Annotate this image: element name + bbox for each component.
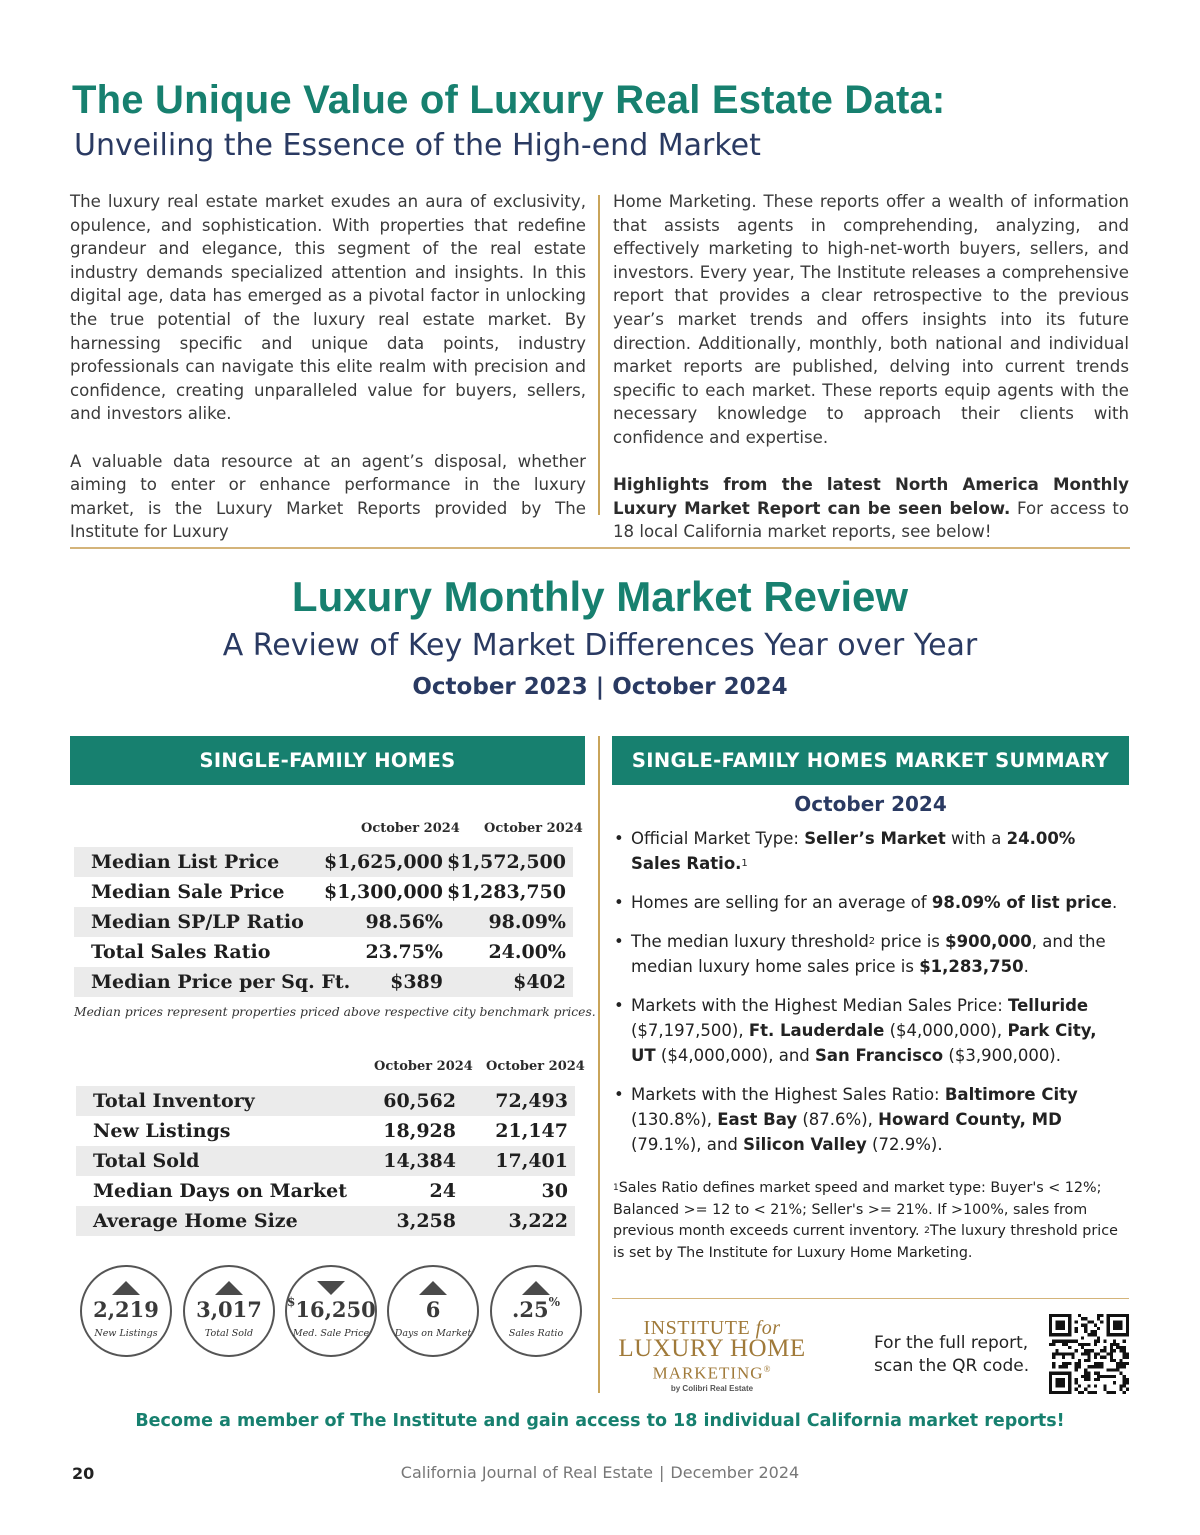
list-item: • Markets with the Highest Median Sales Price: Telluride ($7,197,500), Ft. Lauderdale ($4,000,000), Park City, UT ($4,000,000), and San Francisco ($3,900,000). — [612, 993, 1124, 1068]
table2-col1-header: October 2024 — [374, 1059, 473, 1074]
row-value: 24.00% — [488, 941, 566, 963]
change-value: 3,017 — [196, 1297, 262, 1322]
membership-cta: Become a member of The Institute and gain access to 18 individual California market reports! — [135, 1411, 1065, 1431]
change-circle-new-listings — [80, 1265, 172, 1357]
table-row — [76, 1176, 575, 1206]
article-paragraph: Home Marketing. These reports offer a wealth of information that assists agents in comprehending, analyzing, and effectively marketing to high-net-worth buyers, sellers, and investors. Every year, The Institute releases a comprehensive report that provides a clear retrospective to the previous year’s market trends and offers insights into its future direction. Additionally, monthly, both national and individual market reports are published, delving into current trends specific to each market. These reports equip agents with the necessary knowledge to approach their clients with confidence and expertise. — [613, 192, 1129, 447]
article-paragraph: A valuable data resource at an agent’s disposal, whether aiming to enter or enhance performance in the luxury market, is the Luxury Market Reports provided by The Institute for Luxury — [70, 451, 586, 542]
article-paragraph — [613, 473, 1129, 544]
row-value: 21,147 — [495, 1120, 568, 1142]
row-label: Median Sale Price — [91, 881, 285, 903]
row-label: Total Sales Ratio — [91, 941, 271, 963]
qr-code-icon[interactable] — [1049, 1314, 1129, 1394]
change-circle-total-sold — [183, 1265, 275, 1357]
page-subtitle: Unveiling the Essence of the High-end Market — [74, 128, 761, 163]
change-circle-med-sale-price — [285, 1265, 377, 1357]
change-label: Days on Market — [394, 1328, 472, 1339]
table-row — [74, 907, 573, 937]
table1-col1-header: October 2024 — [361, 821, 460, 836]
list-item: • The median luxury threshold$^2$ price is $900,000, and the median luxury home sales price is $1,283,750. — [612, 929, 1124, 979]
row-label: Total Inventory — [93, 1090, 255, 1112]
summary-bullets — [612, 826, 1124, 1171]
article-column-right — [613, 190, 1129, 568]
row-value: 17,401 — [495, 1150, 568, 1172]
change-value: .25% — [512, 1295, 560, 1322]
change-label: Total Sold — [204, 1328, 254, 1339]
row-value: 24 — [429, 1180, 456, 1202]
table-row — [74, 847, 573, 877]
row-label: Average Home Size — [93, 1210, 298, 1232]
market-summary-header: SINGLE-FAMILY HOMES MARKET SUMMARY — [612, 736, 1129, 785]
list-item: • Official Market Type: Seller’s Market with a 24.00% Sales Ratio.$^1$ — [612, 826, 1124, 876]
row-label: Median SP/LP Ratio — [91, 911, 304, 933]
row-value: $1,283,750 — [447, 881, 566, 903]
row-value: $1,300,000 — [324, 881, 443, 903]
review-subtitle: A Review of Key Market Differences Year over Year — [222, 628, 978, 663]
row-value: $1,625,000 — [324, 851, 443, 873]
review-dates: October 2023 | October 2024 — [412, 674, 788, 700]
column-divider — [598, 195, 600, 515]
table-row — [76, 1086, 575, 1116]
row-label: Total Sold — [93, 1150, 200, 1172]
qr-caption: For the full report, scan the QR code. — [874, 1333, 1030, 1376]
table1-col2-header: October 2024 — [484, 821, 583, 836]
review-title: Luxury Monthly Market Review — [291, 573, 909, 620]
row-value: 30 — [541, 1180, 568, 1202]
row-label: New Listings — [93, 1120, 231, 1142]
table-row — [76, 1116, 575, 1146]
row-value: 60,562 — [383, 1090, 456, 1112]
row-value: 14,384 — [383, 1150, 456, 1172]
change-value: $16,250 — [287, 1295, 376, 1322]
row-label: Median List Price — [91, 851, 280, 873]
inventory-table — [76, 1086, 575, 1236]
table-row — [74, 877, 573, 907]
change-value: 2,219 — [93, 1297, 159, 1322]
row-label: Median Days on Market — [93, 1180, 347, 1202]
list-item: • Markets with the Highest Sales Ratio: Baltimore City (130.8%), East Bay (87.6%), Howard County, MD (79.1%), and Silicon Valley (72.9%). — [612, 1082, 1124, 1157]
change-label: Med. Sale Price — [292, 1328, 370, 1339]
arrow-up-icon — [419, 1281, 447, 1295]
row-value: 98.09% — [488, 911, 566, 933]
summary-divider — [612, 1298, 1129, 1299]
page-number: 20 — [72, 1464, 95, 1483]
row-value: $402 — [513, 971, 566, 993]
summary-date: October 2024 — [794, 792, 947, 816]
row-value: 18,928 — [383, 1120, 456, 1142]
change-label: Sales Ratio — [508, 1328, 564, 1339]
arrow-down-icon — [317, 1281, 345, 1295]
list-item: • Homes are selling for an average of 98.09% of list price. — [612, 890, 1124, 915]
article-column-left — [70, 190, 586, 568]
article-text: For access to 18 local California market reports, see below! — [613, 498, 1129, 542]
arrow-up-icon — [522, 1281, 550, 1295]
footnote: $^1$Sales Ratio defines market speed and market type: Buyer's < 12%; Balanced >= 12 to < 21%; Seller's >= 21%. If >100%, sales from previous month exceeds current inventory. $^2$The luxury threshold price is set by The Institute for Luxury Home Marketing. — [613, 1180, 1118, 1261]
article-paragraph: The luxury real estate market exudes an aura of exclusivity, opulence, and sophistication. With properties that redefine grandeur and elegance, this segment of the real estate industry demands specialized attention and insights. In this digital age, data has emerged as a pivotal factor in unlocking the true potential of the luxury real estate market. By harnessing specific and unique data points, industry professionals can navigate this elite realm with precision and confidence, creating unparalleled value for buyers, sellers, and investors alike. — [70, 192, 586, 424]
table-row — [74, 937, 573, 967]
institute-logo: INSTITUTE for LUXURY HOME MARKETING® by Colibri Real Estate — [618, 1317, 806, 1393]
row-value: 23.75% — [365, 941, 443, 963]
section-divider — [70, 547, 1130, 549]
arrow-up-icon — [112, 1281, 140, 1295]
page-title: The Unique Value of Luxury Real Estate Data: — [72, 78, 946, 122]
table-row — [76, 1206, 575, 1236]
row-value: 3,258 — [396, 1210, 456, 1232]
highlight-text: Highlights from the latest North America Monthly Luxury Market Report can be seen below. — [613, 475, 1129, 518]
page-footer: California Journal of Real Estate | December 2024 — [400, 1463, 800, 1482]
change-circle-sales-ratio — [490, 1265, 582, 1357]
row-value: $1,572,500 — [447, 851, 566, 873]
price-table — [74, 847, 573, 997]
row-value: 98.56% — [365, 911, 443, 933]
change-value: 6 — [425, 1297, 441, 1322]
single-family-homes-header: SINGLE-FAMILY HOMES — [70, 736, 585, 785]
table-row — [76, 1146, 575, 1176]
row-label: Median Price per Sq. Ft. — [91, 971, 351, 993]
change-label: New Listings — [94, 1328, 158, 1339]
row-value: $389 — [390, 971, 443, 993]
arrow-up-icon — [215, 1281, 243, 1295]
table-note: Median prices represent properties priced above respective city benchmark prices. — [74, 1005, 596, 1019]
table-row — [74, 967, 573, 997]
row-value: 72,493 — [495, 1090, 568, 1112]
row-value: 3,222 — [508, 1210, 568, 1232]
panel-divider — [598, 736, 600, 1393]
change-circle-days-on-market — [387, 1265, 479, 1357]
table2-col2-header: October 2024 — [486, 1059, 585, 1074]
